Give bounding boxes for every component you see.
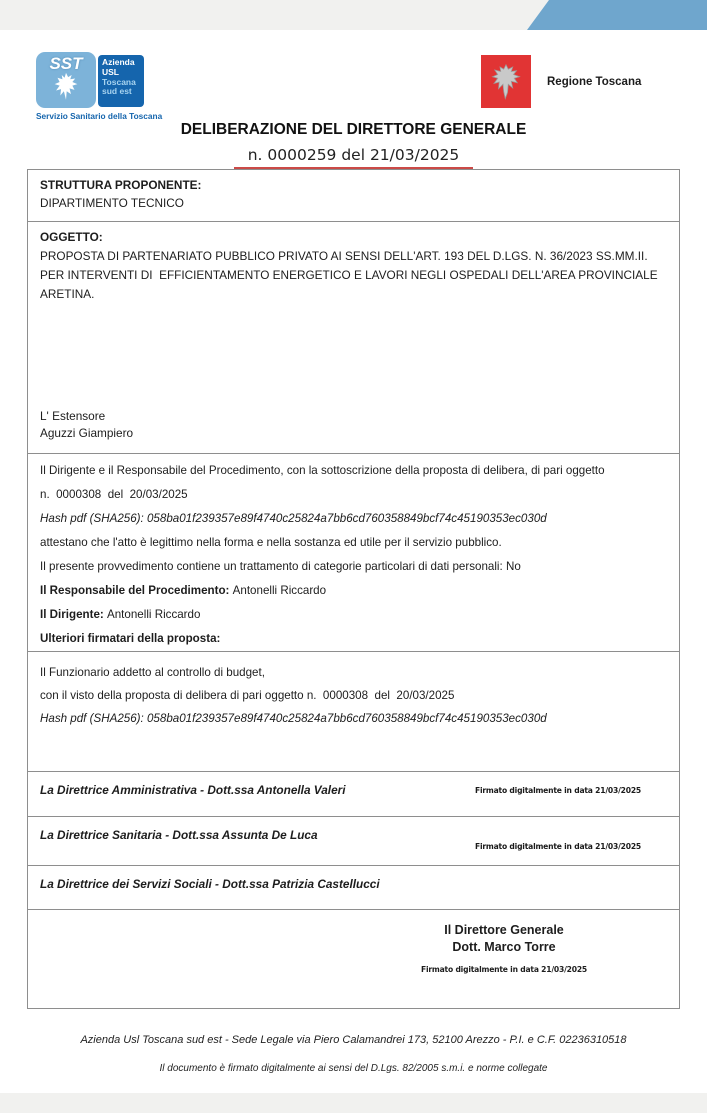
direttore-generale-name: Dott. Marco Torre bbox=[452, 939, 556, 954]
funzionario-line2: con il visto della proposta di delibera di pari oggetto n. 0000308 del 20/03/2025 bbox=[40, 689, 455, 702]
dirigente-label: Il Dirigente: bbox=[40, 608, 107, 621]
signed-digitally-note: Firmato digitalmente in data 21/03/2025 bbox=[474, 786, 641, 795]
struttura-proponente-value: DIPARTIMENTO TECNICO bbox=[40, 195, 184, 210]
sst-logo-square bbox=[36, 52, 96, 108]
servizio-sanitario-caption: Servizio Sanitario della Toscana bbox=[36, 111, 163, 121]
blue-diagonal-band bbox=[527, 0, 707, 30]
responsabile-line bbox=[40, 579, 667, 603]
azienda-usl-logo bbox=[36, 52, 166, 121]
responsabile-label: Il Responsabile del Procedimento: bbox=[40, 584, 233, 597]
hash-label: Hash pdf (SHA256): bbox=[40, 712, 147, 725]
signature-row bbox=[27, 816, 680, 866]
top-grey-strip bbox=[0, 0, 707, 30]
hash-label: Hash pdf (SHA256): bbox=[40, 512, 147, 525]
signature-row bbox=[27, 771, 680, 817]
estensore-name: Aguzzi Giampiero bbox=[40, 425, 134, 440]
funzionario-box bbox=[27, 651, 680, 772]
footer-address-line: Azienda Usl Toscana sud est - Sede Legale via Piero Calamandrei 173, 52100 Arezzo - P.I. e C.F. 02236310518 bbox=[80, 1034, 627, 1046]
document-boxes bbox=[27, 170, 680, 1009]
oggetto-box bbox=[27, 221, 680, 454]
struttura-proponente-label: STRUTTURA PROPONENTE: bbox=[40, 178, 202, 192]
signed-digitally-note: Firmato digitalmente in data 21/03/2025 bbox=[474, 842, 641, 851]
document-number-row bbox=[0, 146, 707, 169]
bottom-grey-strip bbox=[0, 1093, 707, 1113]
dirigente-hash-line bbox=[40, 507, 667, 531]
dirigente-line1: Il Dirigente e il Responsabile del Procedimento, con la sottoscrizione della proposta di delibera, di pari oggetto bbox=[40, 464, 605, 477]
estensore-block bbox=[40, 408, 667, 441]
azienda-line: Azienda bbox=[102, 57, 135, 67]
dirigente-box bbox=[27, 453, 680, 652]
footer-legal-line: Il documento è firmato digitalmente ai sensi del D.Lgs. 82/2005 s.m.i. e norme collegate bbox=[159, 1063, 548, 1074]
oggetto-label: OGGETTO: bbox=[40, 230, 103, 244]
azienda-line: sud est bbox=[102, 86, 132, 97]
signer-name: La Direttrice Amministrativa - Dott.ssa Antonella Valeri bbox=[40, 783, 346, 797]
direttore-generale-block bbox=[369, 922, 639, 974]
dirigente-name-line bbox=[40, 603, 667, 627]
signer-name: La Direttrice Sanitaria - Dott.ssa Assunta De Luca bbox=[40, 828, 318, 842]
document-number: n. 0000259 del 21/03/2025 bbox=[234, 146, 474, 169]
dirigente-name: Antonelli Riccardo bbox=[107, 608, 201, 621]
direttore-generale-box bbox=[27, 909, 680, 1009]
pegasus-icon bbox=[49, 70, 83, 109]
funzionario-hash-line bbox=[40, 707, 667, 730]
oggetto-text: PROPOSTA DI PARTENARIATO PUBBLICO PRIVATO AI SENSI DELL'ART. 193 DEL D.LGS. N. 36/2023 SS.MM.II. PER INTERVENTI DI EFFICIENTAMENTO ENERGETICO E LAVORI NEGLI OSPEDALI DELL'AREA PROVINCIALE ARETINA. bbox=[40, 248, 661, 302]
azienda-usl-label-box bbox=[98, 55, 144, 107]
pegasus-icon bbox=[488, 62, 524, 102]
dirigente-line4: attestano che l'atto è legittimo nella forma e nella sostanza ed utile per il servizio pubblico. bbox=[40, 536, 502, 549]
signed-digitally-note: Firmato digitalmente in data 21/03/2025 bbox=[420, 964, 588, 974]
dirigente-line2: n. 0000308 del 20/03/2025 bbox=[40, 488, 188, 501]
signer-name: La Direttrice dei Servizi Sociali - Dott.ssa Patrizia Castellucci bbox=[40, 877, 380, 891]
estensore-label: L' Estensore bbox=[40, 409, 106, 424]
funzionario-line1: Il Funzionario addetto al controllo di budget, bbox=[40, 666, 265, 679]
hash-value: 058ba01f239357e89f4740c25824a7bb6cd760358849bcf74c45190353ec030d bbox=[146, 512, 547, 525]
signature-row bbox=[27, 865, 680, 910]
responsabile-name: Antonelli Riccardo bbox=[232, 584, 327, 597]
regione-toscana-red-square bbox=[481, 55, 531, 108]
azienda-line: USL bbox=[102, 66, 119, 77]
hash-value: 058ba01f239357e89f4740c25824a7bb6cd760358849bcf74c45190353ec030d bbox=[146, 712, 547, 725]
regione-toscana-logo bbox=[481, 55, 641, 108]
direttore-generale-title: Il Direttore Generale bbox=[444, 923, 564, 937]
ulteriori-firmatari-label: Ulteriori firmatari della proposta: bbox=[40, 632, 221, 645]
dirigente-line5: Il presente provvedimento contiene un trattamento di categorie particolari di dati personali: No bbox=[40, 560, 521, 573]
sst-logo-text: SST bbox=[49, 54, 83, 73]
document-title: DELIBERAZIONE DEL DIRETTORE GENERALE bbox=[180, 121, 527, 138]
struttura-proponente-box bbox=[27, 169, 680, 222]
regione-toscana-label: Regione Toscana bbox=[547, 75, 642, 88]
azienda-line: Toscana bbox=[102, 76, 136, 87]
